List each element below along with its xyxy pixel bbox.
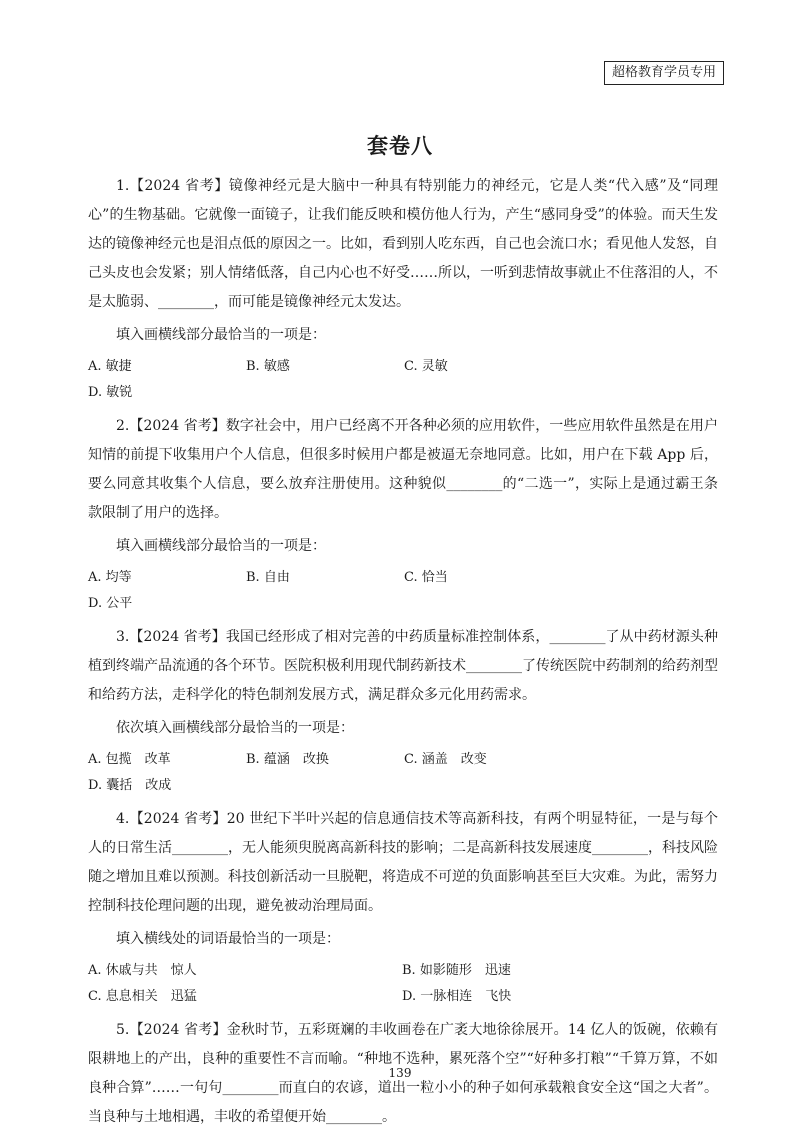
option-c[interactable]: C. 息息相关 迅猛 [88,989,197,1004]
question-prompt: 依次填入画横线部分最恰当的一项是： [116,720,354,736]
option-b[interactable]: B. 敏感 [246,359,290,374]
option-a[interactable]: A. 均等 [88,570,132,585]
option-a[interactable]: A. 敏捷 [88,359,132,374]
question-text: 2.【2024 省考】数字社会中，用户已经离不开各种必须的应用软件，一些应用软件虽然是在用户知情的前提下收集用户个人信息，但很多时候用户都是被逼无奈地同意。比如，用户在下载 App 后，要么同意其收集个人信息，要么放弃注册使用。这种貌似________的“二选一”，实际上是通过霸王条款限制了用户的选择。 [88,418,718,521]
option-c[interactable]: C. 恰当 [404,570,448,585]
question-text: 5.【2024 省考】金秋时节，五彩斑斓的丰收画卷在广袤大地徐徐展开。14 亿人的饭碗，依赖有限耕地上的产出，良种的重要性不言而喻。“种地不选种，累死落个空”“好种多打粮”“千算万算，不如良种合算”……一句句________而直白的农谚，道出一粒小小的种子如何承载粮食安全这“国之大者”。当良种与土地相遇，丰收的希望便开始________。 [88,1022,718,1125]
option-d[interactable]: D. 敏锐 [88,385,133,400]
question-text: 1.【2024 省考】镜像神经元是大脑中一种具有特别能力的神经元，它是人类“代入感”及“同理心”的生物基础。它就像一面镜子，让我们能反映和模仿他人行为，产生“感同身受”的体验。而天生发达的镜像神经元也是泪点低的原因之一。比如，看到别人吃东西，自己也会流口水；看见他人发怒，自己头皮也会发紧；别人情绪低落，自己内心也不好受……所以，一听到悲情故事就止不住落泪的人，不是太脆弱、________，而可能是镜像神经元太发达。 [88,178,718,310]
question-prompt: 填入画横线部分最恰当的一项是： [116,327,326,343]
option-b[interactable]: B. 自由 [246,570,290,585]
question-text: 4.【2024 省考】20 世纪下半叶兴起的信息通信技术等高新科技，有两个明显特征，一是与每个人的日常生活________，无人能须臾脱离高新科技的影响；二是高新科技发展速度________，科技风险随之增加且难以预测。科技创新活动一旦脱靶，将造成不可逆的负面影响甚至巨大灾难。为此，需努力控制科技伦理问题的出现，避免被动治理局面。 [88,811,718,914]
option-list [88,565,718,617]
question-text: 3.【2024 省考】我国已经形成了相对完善的中药质量标准控制体系，________了从中药材源头种植到终端产品流通的各个环节。医院积极利用现代制药新技术________了传统医院中药制剂的给药剂型和给药方法，走科学化的特色制剂发展方式，满足群众多元化用药需求。 [88,629,718,703]
question-prompt: 填入横线处的词语最恰当的一项是： [116,931,340,947]
option-b[interactable]: B. 蕴涵 改换 [246,752,329,767]
question-list [88,172,718,1132]
option-c[interactable]: C. 涵盖 改变 [404,752,487,767]
option-c[interactable]: C. 灵敏 [404,359,448,374]
question-1 [88,172,718,406]
option-b[interactable]: B. 如影随形 迅速 [402,963,511,978]
option-d[interactable]: D. 囊括 改成 [88,778,172,793]
option-list [88,958,718,1010]
header-tag: 超格教育学员专用 [604,61,724,85]
page-title: 套卷八 [367,133,433,158]
option-list [88,747,718,799]
option-list [88,354,718,406]
question-3 [88,623,718,799]
page-number: 139 [388,1066,412,1080]
option-d[interactable]: D. 一脉相连 飞快 [402,989,512,1004]
question-2 [88,412,718,617]
option-a[interactable]: A. 包揽 改革 [88,752,171,767]
option-a[interactable]: A. 休戚与共 惊人 [88,963,197,978]
option-d[interactable]: D. 公平 [88,596,133,611]
question-4 [88,805,718,1010]
question-prompt: 填入画横线部分最恰当的一项是： [116,538,326,554]
